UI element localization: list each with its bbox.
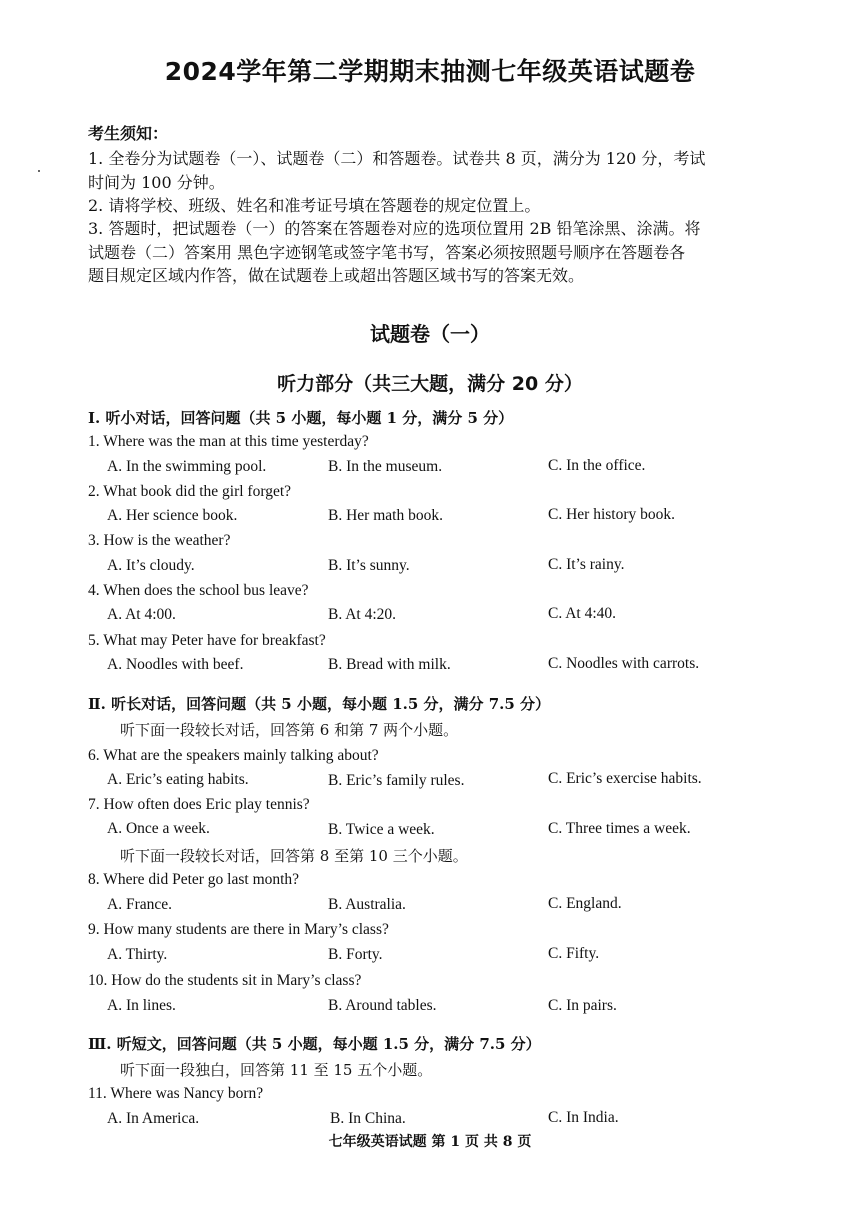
option-b: B. In China. <box>330 1110 406 1127</box>
option-b: B. Eric’s family rules. <box>328 772 465 789</box>
option-b: B. At 4:20. <box>328 606 397 623</box>
option-c: C. At 4:40. <box>548 605 617 622</box>
question: 11. Where was Nancy born? <box>88 1085 264 1102</box>
option-a: A. Her science book. <box>107 507 238 524</box>
question: 8. Where did Peter go last month? <box>88 871 300 888</box>
instruction: 听下面一段较长对话，回答第 8 至第 10 三个小题。 <box>120 847 468 865</box>
option-c: C. Her history book. <box>548 506 676 523</box>
part-heading: Ⅰ. 听小对话，回答问题（共 5 小题，每小题 1 分，满分 5 分） <box>88 409 514 427</box>
option-a: A. Noodles with beef. <box>107 656 244 673</box>
option-b: B. It’s sunny. <box>328 557 410 574</box>
option-b: B. Bread with milk. <box>328 656 451 673</box>
option-c: C. It’s rainy. <box>548 556 625 573</box>
option-a: A. Thirty. <box>107 946 168 963</box>
question: 10. How do the students sit in Mary’s class? <box>88 972 362 989</box>
question: 9. How many students are there in Mary’s class? <box>88 921 389 938</box>
option-c: C. In pairs. <box>548 997 617 1014</box>
notice-heading: 考生须知： <box>88 124 169 143</box>
option-a: A. At 4:00. <box>107 606 176 623</box>
question: 7. How often does Eric play tennis? <box>88 796 310 813</box>
exam-title: 2024学年第二学期期末抽测七年级英语试题卷 <box>164 57 696 86</box>
option-c: C. Three times a week. <box>548 820 691 837</box>
question: 2. What book did the girl forget? <box>88 483 292 500</box>
option-b: B. Forty. <box>328 946 383 963</box>
option-b: B. Twice a week. <box>328 821 435 838</box>
option-c: C. Noodles with carrots. <box>548 655 700 672</box>
question: 5. What may Peter have for breakfast? <box>88 632 326 649</box>
listening-title: 听力部分（共三大题，满分 20 分） <box>277 373 583 395</box>
notice-line: 1. 全卷分为试题卷（一）、试题卷（二）和答题卷。试卷共 8 页，满分为 120 分，考试 <box>88 149 706 168</box>
option-c: C. In India. <box>548 1109 619 1126</box>
question: 3. How is the weather? <box>88 532 231 549</box>
option-b: B. Her math book. <box>328 507 443 524</box>
option-b: B. Around tables. <box>328 997 437 1014</box>
instruction: 听下面一段较长对话，回答第 6 和第 7 两个小题。 <box>120 721 459 739</box>
notice-line: 题目规定区域内作答，做在试题卷上或超出答题区域书写的答案无效。 <box>88 266 585 285</box>
option-a: A. In America. <box>107 1110 200 1127</box>
notice-line: 3. 答题时，把试题卷（一）的答案在答题卷对应的选项位置用 2B 铅笔涂黑、涂满。将 <box>88 219 701 238</box>
option-a: A. Eric’s eating habits. <box>107 771 249 788</box>
scan-speck <box>38 170 40 172</box>
page-footer: 七年级英语试题 第 1 页 共 8 页 <box>328 1134 532 1150</box>
option-c: C. Eric’s exercise habits. <box>548 770 702 787</box>
option-a: A. France. <box>107 896 172 913</box>
option-c: C. In the office. <box>548 457 646 474</box>
question: 6. What are the speakers mainly talking about? <box>88 747 379 764</box>
notice-line: 时间为 100 分钟。 <box>88 173 225 192</box>
notice-line: 2. 请将学校、班级、姓名和准考证号填在答题卷的规定位置上。 <box>88 196 541 215</box>
part-heading: Ⅱ. 听长对话，回答问题（共 5 小题，每小题 1.5 分，满分 7.5 分） <box>88 695 551 713</box>
option-c: C. Fifty. <box>548 945 600 962</box>
instruction: 听下面一段独白，回答第 11 至 15 五个小题。 <box>120 1061 433 1079</box>
option-b: B. Australia. <box>328 896 406 913</box>
question: 4. When does the school bus leave? <box>88 582 309 599</box>
notice-line: 试题卷（二）答案用 黑色字迹钢笔或签字笔书写，答案必须按照题号顺序在答题卷各 <box>88 243 686 262</box>
option-a: A. Once a week. <box>107 820 210 837</box>
part-heading: Ⅲ. 听短文，回答问题（共 5 小题，每小题 1.5 分，满分 7.5 分） <box>88 1035 541 1053</box>
question: 1. Where was the man at this time yesterday? <box>88 433 369 450</box>
option-a: A. In lines. <box>107 997 176 1014</box>
option-b: B. In the museum. <box>328 458 443 475</box>
paper-title: 试题卷（一） <box>370 322 490 346</box>
option-a: A. In the swimming pool. <box>107 458 267 475</box>
option-a: A. It’s cloudy. <box>107 557 195 574</box>
option-c: C. England. <box>548 895 622 912</box>
